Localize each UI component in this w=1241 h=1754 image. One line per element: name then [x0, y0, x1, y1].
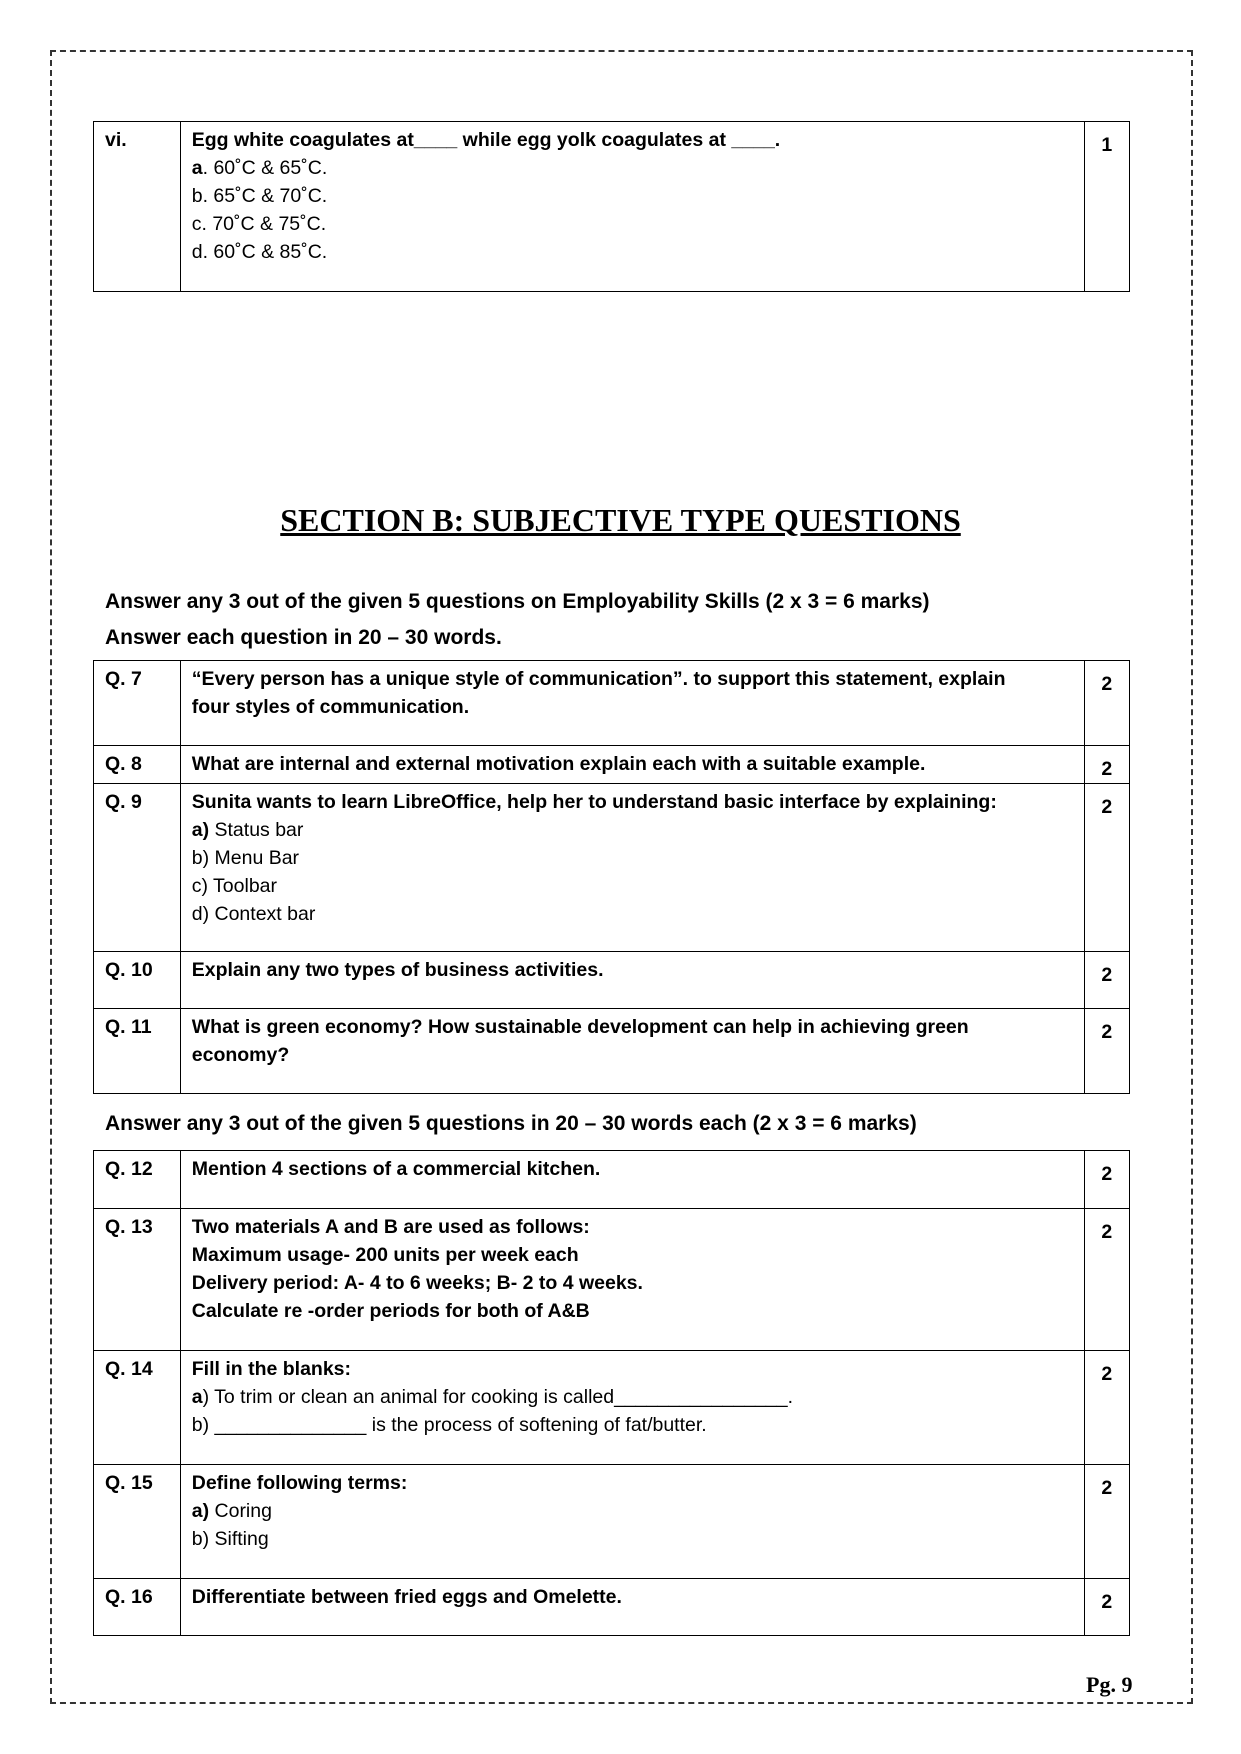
- question-table-top: [93, 121, 1130, 292]
- table-row: [94, 952, 1130, 1009]
- question-text: Define following terms:: [191, 1472, 408, 1494]
- question-number: Q. 16: [94, 1579, 181, 1636]
- table-row: [94, 1351, 1130, 1465]
- table-row: [94, 1209, 1130, 1351]
- question-cell: [180, 952, 1084, 1009]
- option-line: b. 65˚C & 70˚C.: [191, 185, 328, 207]
- question-cell: [180, 1579, 1084, 1636]
- question-text: “Every person has a unique style of communication”. to support this statement, explain: [191, 668, 1006, 690]
- question-cell: [180, 1465, 1084, 1579]
- table-row: [94, 1579, 1130, 1636]
- question-text: Calculate re -order periods for both of A&B: [191, 1300, 590, 1322]
- table-row: [94, 661, 1130, 746]
- question-cell: [180, 661, 1084, 746]
- table-row: [94, 122, 1130, 292]
- question-text: Sunita wants to learn LibreOffice, help her to understand basic interface by explaining:: [191, 791, 997, 813]
- question-number: Q. 7: [94, 661, 181, 746]
- question-text: What is green economy? How sustainable development can help in achieving green: [191, 1016, 969, 1038]
- question-text: Maximum usage- 200 units per week each: [191, 1244, 579, 1266]
- question-text: Mention 4 sections of a commercial kitchen.: [191, 1158, 601, 1180]
- instruction-line: Answer any 3 out of the given 5 questions on Employability Skills (2 x 3 = 6 marks): [105, 590, 930, 613]
- option-line: a) Status bar: [191, 819, 304, 841]
- option-line: d. 60˚C & 85˚C.: [191, 241, 328, 263]
- marks-cell: 2: [1084, 1009, 1129, 1094]
- table-row: [94, 784, 1130, 952]
- marks-cell: 2: [1084, 1151, 1129, 1209]
- marks-cell: 1: [1084, 122, 1129, 292]
- option-line: d) Context bar: [191, 903, 316, 925]
- option-line: b) Menu Bar: [191, 847, 300, 869]
- question-cell: [180, 746, 1084, 784]
- question-text: Fill in the blanks:: [191, 1358, 352, 1380]
- option-line: b) Sifting: [191, 1528, 269, 1550]
- marks-cell: 2: [1084, 1351, 1129, 1465]
- question-text: Differentiate between fried eggs and Omelette.: [191, 1586, 622, 1608]
- instruction-line: Answer any 3 out of the given 5 questions in 20 – 30 words each (2 x 3 = 6 marks): [105, 1112, 917, 1135]
- question-number: Q. 14: [94, 1351, 181, 1465]
- section-heading: SECTION B: SUBJECTIVE TYPE QUESTIONS: [280, 502, 961, 538]
- question-number: Q. 11: [94, 1009, 181, 1094]
- question-cell: [180, 1209, 1084, 1351]
- question-number: Q. 10: [94, 952, 181, 1009]
- question-text: Egg white coagulates at____ while egg yolk coagulates at ____.: [191, 129, 781, 151]
- marks-cell: 2: [1084, 1465, 1129, 1579]
- question-table-subject: [93, 1150, 1130, 1636]
- table-row: [94, 1151, 1130, 1209]
- question-cell: [180, 122, 1084, 292]
- question-number: vi.: [94, 122, 181, 292]
- option-line: a. 60˚C & 65˚C.: [191, 157, 328, 179]
- page-number: Pg. 9: [1086, 1672, 1133, 1697]
- question-cell: [180, 784, 1084, 952]
- question-text: economy?: [191, 1044, 290, 1066]
- marks-cell: 2: [1084, 784, 1129, 952]
- question-text: four styles of communication.: [191, 696, 470, 718]
- option-line: b) ______________ is the process of softening of fat/butter.: [191, 1414, 707, 1436]
- question-text: What are internal and external motivation explain each with a suitable example.: [191, 753, 926, 775]
- marks-cell: 2: [1084, 1579, 1129, 1636]
- table-row: [94, 1465, 1130, 1579]
- option-line: a) Coring: [191, 1500, 272, 1522]
- option-line: a) To trim or clean an animal for cooking is called________________.: [191, 1386, 794, 1408]
- table-row: [94, 1009, 1130, 1094]
- table-row: [94, 746, 1130, 784]
- marks-cell: 2: [1084, 952, 1129, 1009]
- option-line: c) Toolbar: [191, 875, 278, 897]
- question-number: Q. 12: [94, 1151, 181, 1209]
- marks-cell: 2: [1084, 746, 1129, 784]
- question-number: Q. 9: [94, 784, 181, 952]
- option-line: c. 70˚C & 75˚C.: [191, 213, 327, 235]
- marks-cell: 2: [1084, 1209, 1129, 1351]
- question-number: Q. 8: [94, 746, 181, 784]
- question-cell: [180, 1151, 1084, 1209]
- marks-cell: 2: [1084, 661, 1129, 746]
- question-cell: [180, 1009, 1084, 1094]
- instruction-line: Answer each question in 20 – 30 words.: [105, 626, 502, 649]
- question-number: Q. 15: [94, 1465, 181, 1579]
- question-text: Delivery period: A- 4 to 6 weeks; B- 2 to 4 weeks.: [191, 1272, 643, 1294]
- question-text: Explain any two types of business activities.: [191, 959, 604, 981]
- question-number: Q. 13: [94, 1209, 181, 1351]
- question-cell: [180, 1351, 1084, 1465]
- question-text: Two materials A and B are used as follows:: [191, 1216, 590, 1238]
- question-table-employability: [93, 660, 1130, 1094]
